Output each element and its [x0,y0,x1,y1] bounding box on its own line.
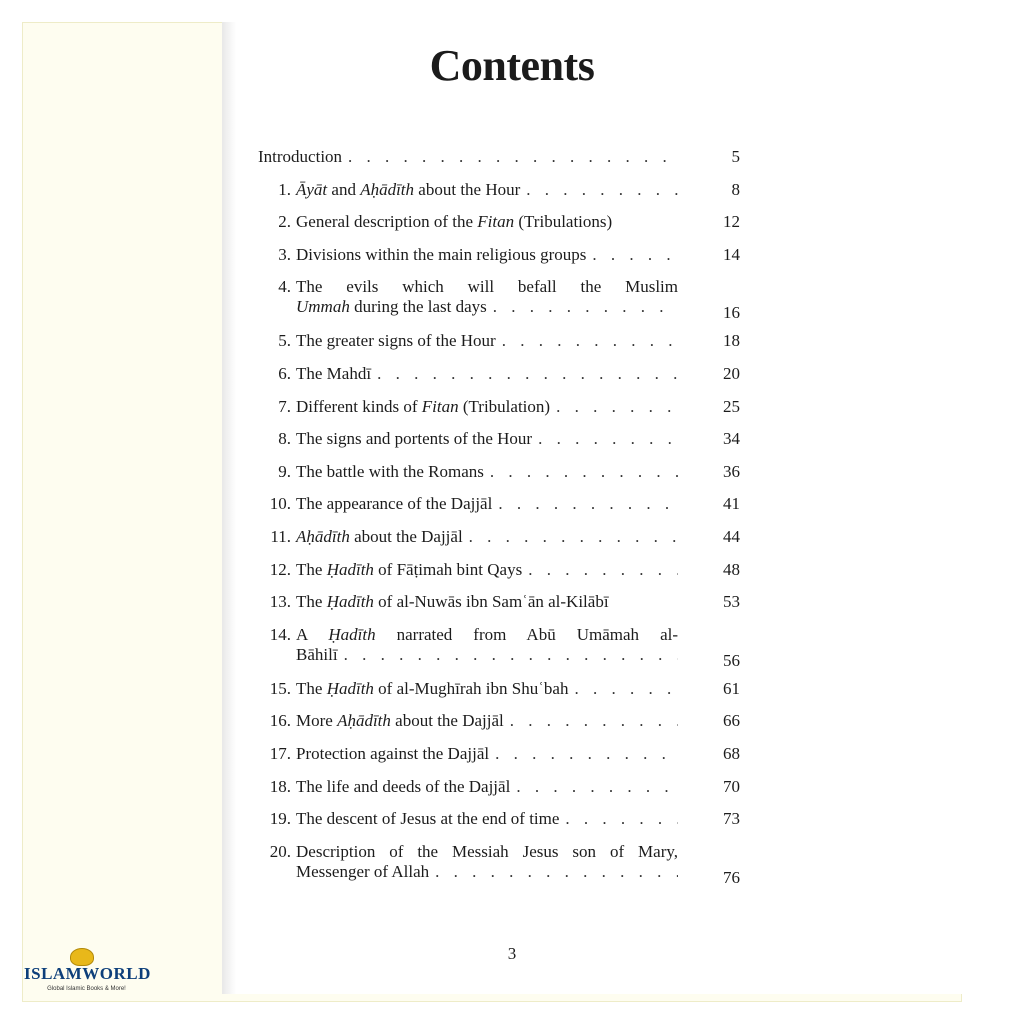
toc-entry-number: 4. [278,277,291,297]
toc-entry-label: The Ḥadīth of al-Mughīrah ibn Shuʿbah [296,678,569,698]
page-number: 3 [507,944,517,963]
toc-entry-number: 19. [269,809,291,829]
toc-entry-label: The appearance of the Dajjāl [296,494,493,514]
toc-entry-number: 16. [269,711,291,731]
toc-entry-label: The signs and portents of the Hour [296,429,533,449]
page-gutter-shadow [222,22,236,994]
toc-entry-7 [258,393,740,426]
toc-page-number: 44 [723,526,740,546]
toc-entry-14 [258,621,740,675]
toc-page-number: 70 [723,776,740,796]
toc-entry-13 [258,588,740,621]
dot-leader [493,297,678,317]
dot-leader [538,429,678,449]
toc-entry-number: 7. [278,396,291,416]
dot-leader [502,331,678,351]
toc-entry-1 [258,176,740,209]
toc-page-number: 16 [723,303,740,323]
toc-page-number: 5 [731,147,740,166]
dot-leader [348,147,678,167]
toc-page-number: 66 [723,711,740,731]
toc-entry-label: A Ḥadīth narrated from Abū Umāmah al- [296,624,678,644]
toc-entry-label: Protection against the Dajjāl [296,743,490,763]
toc-entry-label: Āyāt and Aḥādīth about the Hour [296,179,521,199]
toc-entry-label: The Mahdī [296,363,372,383]
toc-entry-5 [258,327,740,360]
toc-entry-number: 11. [270,526,291,546]
toc-entry-label: The Ḥadīth of Fāṭimah bint Qays [296,559,523,579]
toc-page-number: 56 [723,650,740,670]
toc-entry-label-continued: Ummah during the last days [296,297,487,317]
toc-entry-2 [258,208,740,241]
dot-leader [469,527,678,547]
islamworld-logo [24,948,149,1000]
toc-entry-number: 9. [278,461,291,481]
toc-entry-label-continued: Messenger of Allah [296,861,430,881]
toc-entry-number: 14. [269,624,291,644]
dot-leader [490,462,678,482]
toc-entry-number: 17. [269,743,291,763]
toc-page-number: 25 [723,396,740,416]
toc-entry-number: 8. [278,429,291,449]
toc-entry-19 [258,805,740,838]
toc-entry-number: 2. [278,212,291,232]
dot-leader [528,560,678,580]
dot-leader [574,679,678,699]
dot-leader [344,645,678,665]
toc-entry-16 [258,707,740,740]
toc-page-number: 18 [723,331,740,351]
toc-page-number: 12 [723,212,740,232]
toc-entry-number: 3. [278,244,291,264]
toc-entry-label: The greater signs of the Hour [296,331,496,351]
toc-page-number: 36 [723,461,740,481]
toc-entry-label-continued: Bāhilī [296,644,338,664]
toc-entry-6 [258,360,740,393]
dot-leader [377,364,678,384]
toc-entry-18 [258,773,740,806]
toc-page-number: 41 [723,494,740,514]
dot-leader [526,180,678,200]
toc-entry-label: Divisions within the main religious groups [296,244,587,264]
toc-entry-11 [258,523,740,556]
toc-entry-label: Introduction [258,147,343,166]
toc-entry-15 [258,675,740,708]
toc-page-number: 76 [723,867,740,887]
toc-entry-label: The battle with the Romans [296,461,484,481]
toc-page-number: 68 [723,743,740,763]
toc-entry-label: The Ḥadīth of al-Nuwās ibn Samʿān al-Kilābī [296,592,609,612]
table-of-contents [258,143,740,892]
toc-entry-17 [258,740,740,773]
toc-entry-label: The evils which will befall the Muslim [296,277,678,297]
dot-leader [435,862,678,882]
toc-entry-number: 18. [269,776,291,796]
toc-entry-label: The descent of Jesus at the end of time [296,809,560,829]
toc-entry-number: 20. [269,841,291,861]
toc-page-number: 8 [731,179,740,199]
dot-leader [510,711,678,731]
toc-entry-number: 1. [278,179,291,199]
toc-entry-label: Description of the Messiah Jesus son of Mary, [296,841,678,861]
toc-entry-number: 10. [269,494,291,514]
dot-leader [516,777,678,797]
toc-entry-9 [258,458,740,491]
toc-entry-8 [258,425,740,458]
dot-leader [498,494,678,514]
toc-entry-number: 13. [269,592,291,612]
logo-tagline: Global Islamic Books & More! [47,986,126,992]
toc-entry-label: General description of the Fitan (Tribulations) [296,212,613,232]
toc-entry-label: More Aḥādīth about the Dajjāl [296,711,504,731]
toc-entry-label: Different kinds of Fitan (Tribulation) [296,396,551,416]
dot-leader [495,744,678,764]
toc-page-number: 73 [723,809,740,829]
toc-entry-introduction [258,143,740,176]
toc-entry-label: The life and deeds of the Dajjāl [296,776,511,796]
logo-name: ISLAMWORLD [24,964,151,983]
toc-page-number: 14 [723,244,740,264]
toc-entry-3 [258,241,740,274]
toc-entry-12 [258,556,740,589]
toc-entry-number: 12. [269,559,291,579]
dot-leader [556,397,678,417]
dot-leader [592,245,678,265]
toc-entry-20 [258,838,740,892]
toc-entry-4 [258,273,740,327]
toc-entry-number: 5. [278,331,291,351]
toc-page-number: 53 [723,592,740,612]
toc-page-number: 34 [723,429,740,449]
toc-entry-label: Aḥādīth about the Dajjāl [296,526,463,546]
toc-entry-10 [258,490,740,523]
toc-entry-number: 15. [269,678,291,698]
page-title: Contents [429,41,595,90]
toc-entry-number: 6. [278,363,291,383]
dot-leader [565,809,678,829]
toc-page-number: 48 [723,559,740,579]
toc-page-number: 61 [723,678,740,698]
toc-page-number: 20 [723,363,740,383]
